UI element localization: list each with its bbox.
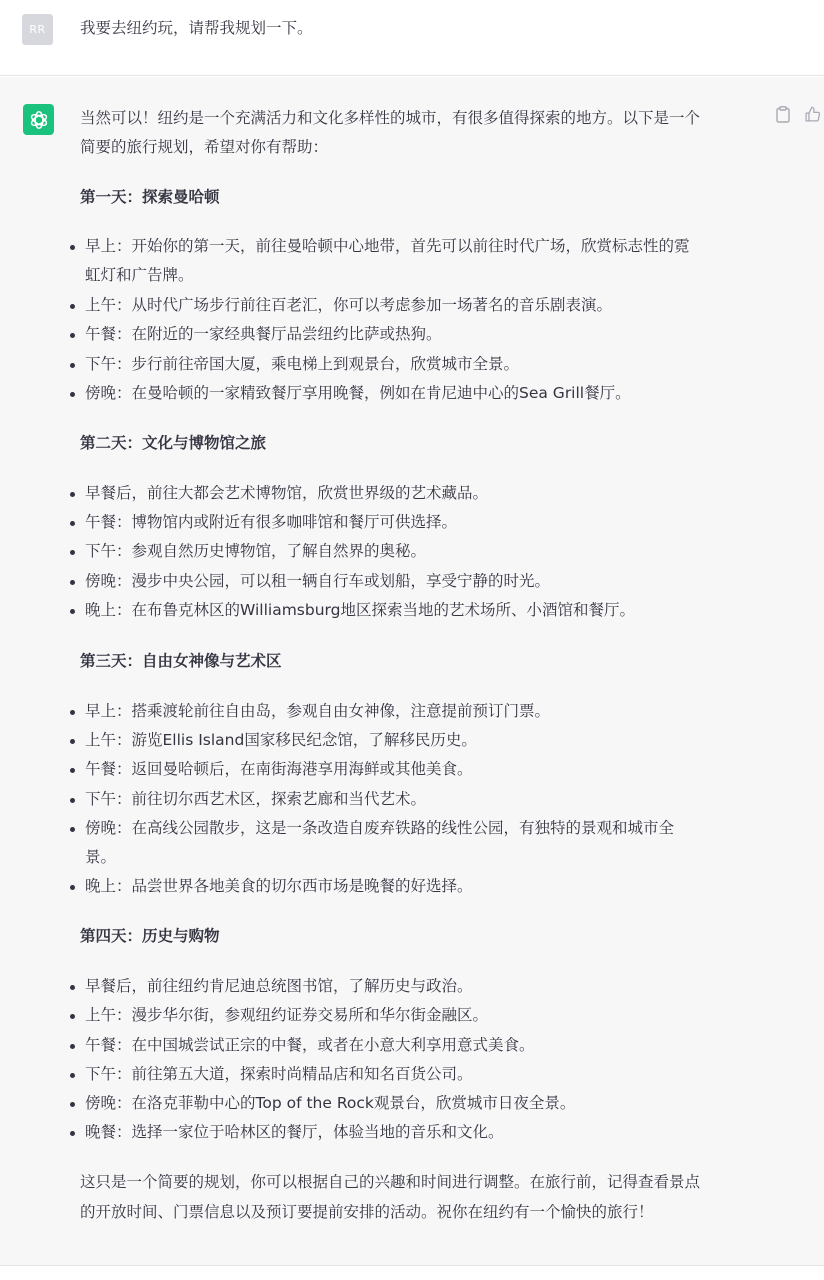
outro-text: 这只是一个简要的规划，你可以根据自己的兴趣和时间进行调整。在旅行前，记得查看景点 [80, 1173, 701, 1191]
bullet [70, 1131, 75, 1136]
bullet [70, 1014, 75, 1019]
bullet [70, 827, 75, 832]
intro-text: 简要的旅行规划，希望对你有帮助： [80, 138, 329, 156]
day-heading: 第一天：探索曼哈顿 [80, 188, 220, 206]
user-avatar: RR [22, 14, 53, 45]
bullet [70, 492, 75, 497]
day-heading: 第二天：文化与博物馆之旅 [80, 434, 267, 452]
clipboard-icon[interactable] [774, 105, 791, 123]
day-heading: 第四天：历史与购物 [80, 927, 220, 945]
user-message-row [0, 0, 824, 76]
day-heading: 第三天：自由女神像与艺术区 [80, 652, 282, 670]
bullet [70, 885, 75, 890]
bullet [70, 1102, 75, 1107]
bullet [70, 392, 75, 397]
bullet [70, 304, 75, 309]
assistant-message-row: 当然可以！纽约是一个充满活力和文化多样性的城市，有很多值得探索的地方。以下是一个 简要的旅行规划，希望对你有帮助： 第一天：探索曼哈顿 早上：开始你的第一天，前往曼哈顿中心地带，首先可以前往时代广场，欣赏标志性的霓 虹灯和广告牌。 上午：从时代广场步行前往百老汇，你可以考虑参加一场著名的音乐剧表演。 午餐：在附近的一家经典餐厅品尝纽约比萨或热狗。 下午：步行前往帝国大厦，乘电梯上到观景台，欣赏城市全景。 傍晚：在曼哈顿的一家精致餐厅享用晚餐，例如在肯尼迪中心的Sea Grill餐厅。 第二天：文化与博物馆之旅 早餐后，前往大都会艺术博物馆，欣赏世界级的艺术藏品。 午餐：博物馆内或附近有很多咖啡馆和餐厅可供选择。 下午：参观自然历史博物馆，了解自然界的奥秘。 傍晚：漫步中央公园，可以租一辆自行车或划船，享受宁静的时光。 晚上：在布鲁克林区的Williamsburg地区探索当地的艺术场所、小酒馆和餐厅。 第三天：自由女神像与艺术区 早上：搭乘渡轮前往自由岛，参观自由女神像，注意提前预订门票。 上午：游览Ellis Island国家移民纪念馆，了解移民历史。 午餐：返回曼哈顿后，在南街海港享用海鲜或其他美食。 下午：前往切尔西艺术区，探索艺廊和当代艺术。 傍晚：在高线公园散步，这是一条改造自废弃铁路的线性公园，有独特的景观和城市全 景。 晚上：品尝世界各地美食的切尔西市场是晚餐的好选择。 第四天：历史与购物 早餐后，前往纽约肯尼迪总统图书馆，了解历史与政治。 上午：漫步华尔街，参观纽约证券交易所和华尔街金融区。 午餐：在中国城尝试正宗的中餐，或者在小意大利享用意式美食。 下午：前往第五大道，探索时尚精品店和知名百货公司。 傍晚：在洛克菲勒中心的Top of the Rock观景台，欣赏城市日夜全景。 晚餐：选择一家位于哈林区的餐厅，体验当地的音乐和文化。 这只是一个简要的规划，你可以根据自己的兴趣和时间进行调整。在旅行前，记得查看景点 的开放时间、门票信息以及预订要提前安排的活动。祝你在纽约有一个愉快的旅行！ [0, 77, 824, 1265]
bullet [70, 580, 75, 585]
bullet [70, 710, 75, 715]
bullet [70, 739, 75, 744]
bullet [70, 521, 75, 526]
bullet [70, 768, 75, 773]
bullet [70, 1073, 75, 1078]
user-message-text: 我要去纽约玩，请帮我规划一下。 [80, 19, 313, 37]
bullet [70, 1044, 75, 1049]
openai-logo-icon [23, 104, 54, 135]
bullet [70, 363, 75, 368]
bullet [70, 333, 75, 338]
bullet [70, 245, 75, 250]
bullet [70, 985, 75, 990]
message-actions [774, 105, 821, 123]
outro-text: 的开放时间、门票信息以及预订要提前安排的活动。祝你在纽约有一个愉快的旅行！ [80, 1203, 654, 1221]
bullet [70, 550, 75, 555]
bullet [70, 798, 75, 803]
thumbs-up-icon[interactable] [804, 105, 821, 123]
bottom-divider [0, 1265, 824, 1280]
intro-text: 当然可以！纽约是一个充满活力和文化多样性的城市，有很多值得探索的地方。以下是一个 [80, 109, 701, 127]
bullet [70, 609, 75, 614]
